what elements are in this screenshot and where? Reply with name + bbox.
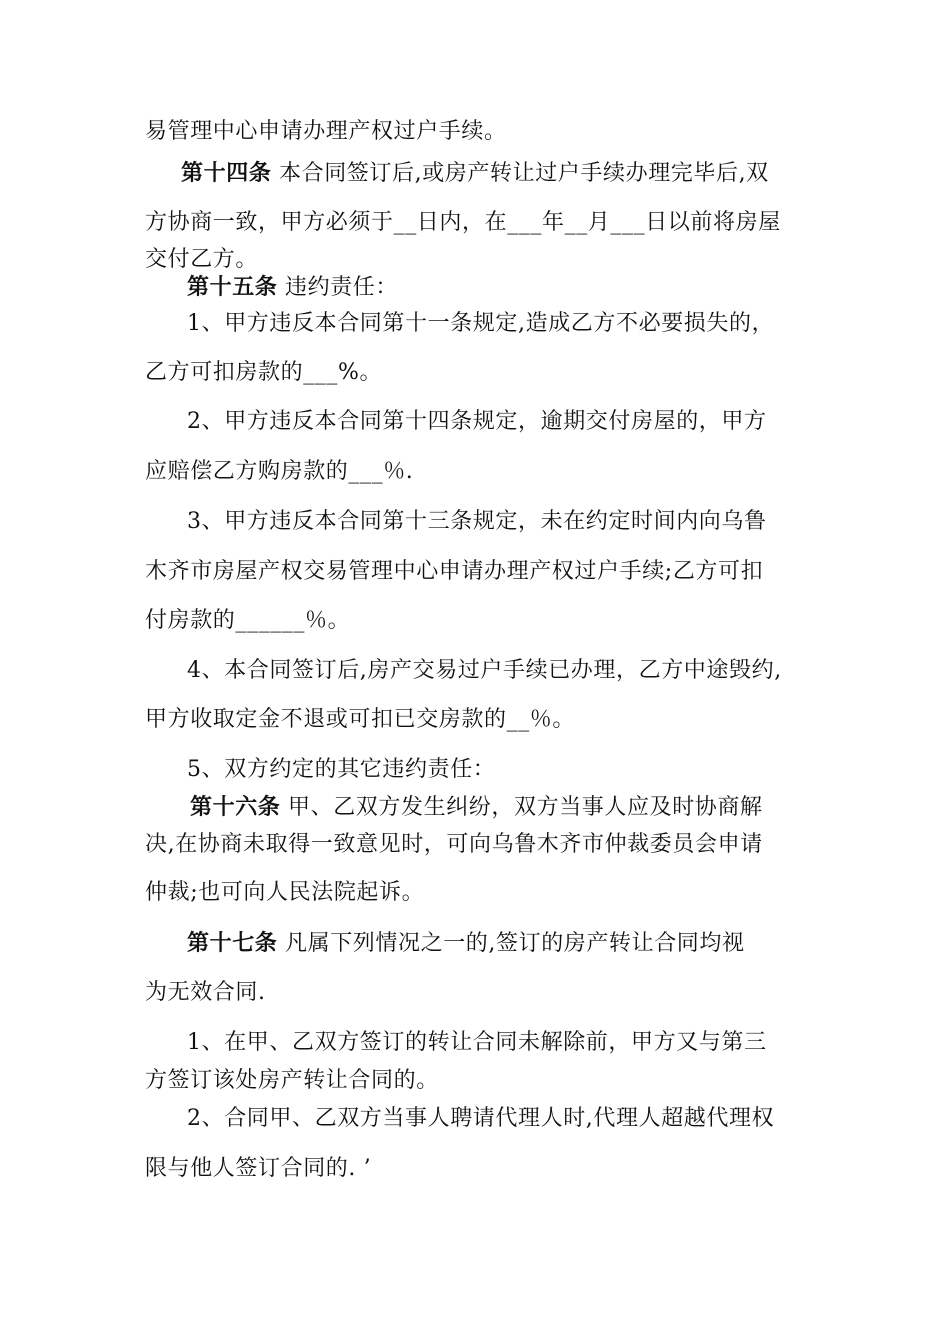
paragraph-line: 乙方可扣房款的___%。	[145, 360, 383, 385]
article-17-heading: 第十七条 凡属下列情况之一的,签订的房产转让合同均视	[187, 930, 745, 956]
paragraph-line: 2、合同甲、乙双方当事人聘请代理人时,代理人超越代理权	[187, 1106, 775, 1131]
article-number: 第十七条	[187, 930, 278, 956]
paragraph-line: 3、甲方违反本合同第十三条规定，未在约定时间内向乌鲁	[187, 509, 767, 534]
paragraph-line: 4、本合同签订后,房产交易过户手续已办理，乙方中途毁约,	[187, 658, 782, 683]
paragraph-line: 易管理中心申请办理产权过户手续。	[145, 119, 507, 144]
paragraph-line: 付房款的______％。	[145, 608, 351, 633]
paragraph-line: 甲方收取定金不退或可扣已交房款的__％。	[145, 707, 576, 732]
article-16-heading: 第十六条 甲、乙双方发生纠纷，双方当事人应及时协商解	[190, 794, 763, 820]
paragraph-line: 1、甲方违反本合同第十一条规定,造成乙方不必要损失的，	[187, 311, 775, 336]
paragraph-line: 为无效合同.	[145, 980, 266, 1005]
paragraph-line: 2、甲方违反本合同第十四条规定，逾期交付房屋的，甲方	[187, 409, 767, 434]
paragraph-line: 方签订该处房产转让合同的。	[145, 1068, 439, 1093]
article-14-heading: 第十四条 本合同签订后,或房产转让过户手续办理完毕后,双	[181, 160, 769, 186]
paragraph-line: 应赔偿乙方购房款的___％.	[145, 459, 414, 484]
article-number: 第十六条	[190, 794, 281, 820]
paragraph-line: 木齐市房屋产权交易管理中心申请办理产权过户手续;乙方可扣	[145, 559, 764, 584]
paragraph-line: 决,在协商未取得一致意见时，可向乌鲁木齐市仲裁委员会申请	[145, 832, 763, 857]
article-15-heading: 第十五条 违约责任：	[187, 274, 398, 300]
article-number: 第十五条	[187, 274, 278, 300]
paragraph-line: 方协商一致，甲方必须于__日内，在___年__月___日以前将房屋	[145, 210, 781, 235]
paragraph-line: 仲裁;也可向人民法院起诉。	[145, 880, 425, 905]
article-number: 第十四条	[181, 160, 272, 186]
paragraph-line: 5、双方约定的其它违约责任：	[187, 757, 496, 782]
paragraph-line: 交付乙方。	[145, 247, 259, 272]
paragraph-line: 限与他人签订合同的. ’	[145, 1156, 372, 1181]
paragraph-line: 1、在甲、乙双方签订的转让合同未解除前，甲方又与第三	[187, 1030, 767, 1055]
